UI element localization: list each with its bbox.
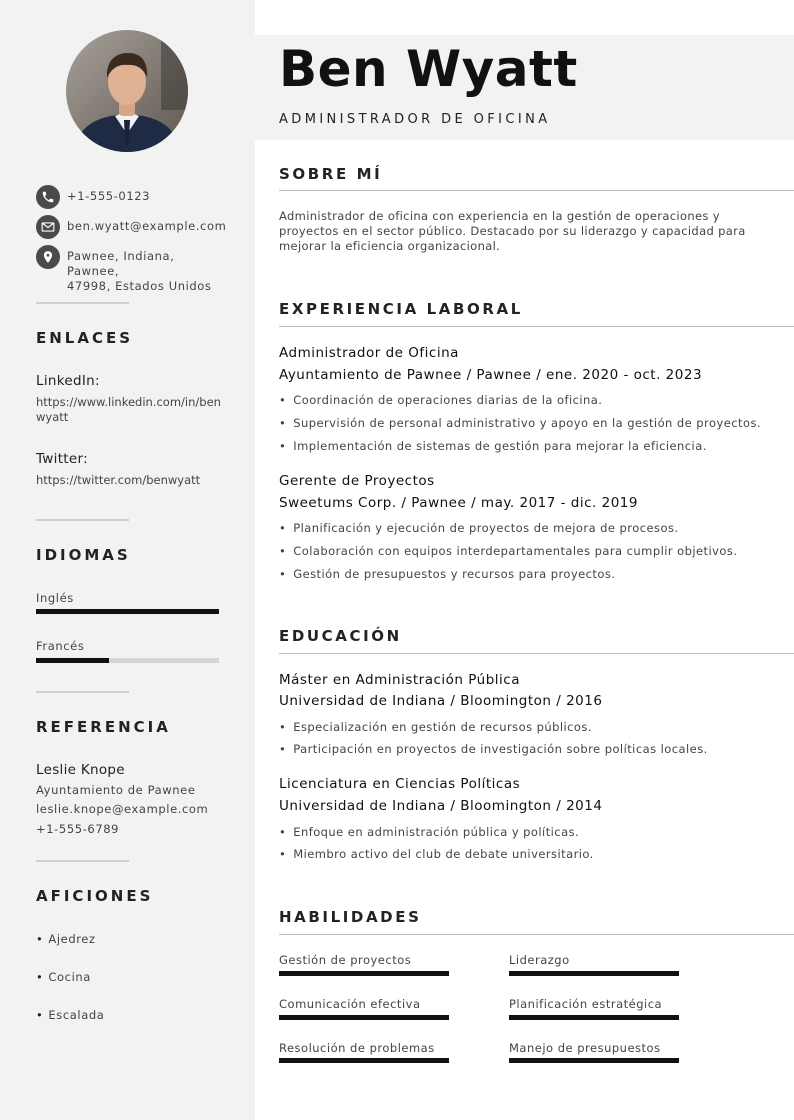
education-heading: EDUCACIÓN	[279, 627, 402, 645]
section-rule	[279, 190, 794, 191]
bullet: •	[279, 742, 287, 756]
links-heading: ENLACES	[36, 329, 134, 347]
bullet: •	[36, 932, 44, 946]
skill-level-bar	[509, 1015, 679, 1020]
language-level-bar	[36, 609, 219, 614]
sidebar-divider	[36, 691, 129, 693]
skill-name: Comunicación efectiva	[279, 997, 421, 1011]
sidebar-divider	[36, 860, 129, 862]
sidebar-divider	[36, 519, 129, 521]
job-bullet	[279, 416, 761, 430]
twitter-link[interactable]: https://twitter.com/benwyatt	[36, 473, 201, 487]
mail-icon	[36, 215, 60, 239]
bullet: •	[36, 1008, 44, 1022]
about-text: Administrador de oficina con experiencia en la gestión de operaciones y proyectos en el sector público. Destacado por su liderazgo y capacidad para mejorar la eficiencia organizacional.	[279, 209, 746, 253]
profile-photo	[66, 30, 188, 152]
bullet: •	[279, 720, 287, 734]
main-content	[255, 0, 794, 1120]
location-pin-icon	[36, 245, 60, 269]
skills-heading: HABILIDADES	[279, 908, 422, 926]
degree-school: Universidad de Indiana / Bloomington / 2016	[279, 693, 603, 709]
hobby-item	[36, 932, 96, 946]
job-org: Ayuntamiento de Pawnee / Pawnee / ene. 2020 - oct. 2023	[279, 367, 703, 383]
degree-title: Máster en Administración Pública	[279, 672, 520, 688]
skill-level-bar	[279, 1058, 449, 1063]
bullet-text: Participación en proyectos de investigación sobre políticas locales.	[293, 742, 708, 756]
job-bullet	[279, 567, 615, 581]
linkedin-link[interactable]: https://www.linkedin.com/in/benwyatt	[36, 395, 221, 424]
degree-bullet	[279, 742, 708, 756]
contact-phone	[36, 185, 227, 209]
about-heading: SOBRE MÍ	[279, 165, 383, 183]
address-line-2: 47998, Estados Unidos	[67, 279, 212, 293]
degree-bullet	[279, 825, 579, 839]
sidebar	[0, 0, 255, 1120]
language-name: Inglés	[36, 591, 74, 605]
bullet-text: Miembro activo del club de debate universitario.	[293, 847, 594, 861]
phone-icon	[36, 185, 60, 209]
degree-school: Universidad de Indiana / Bloomington / 2014	[279, 798, 603, 814]
bullet-text: Enfoque en administración pública y políticas.	[293, 825, 580, 839]
bullet: •	[279, 567, 287, 581]
job-bullet	[279, 521, 679, 535]
degree-bullet	[279, 847, 594, 861]
hobby-label: Escalada	[48, 1008, 105, 1022]
language-level-fill	[36, 658, 109, 663]
phone-text: +1-555-0123	[67, 189, 151, 203]
section-rule	[279, 934, 794, 935]
hobbies-heading: AFICIONES	[36, 887, 154, 905]
skill-level-bar	[279, 1015, 449, 1020]
section-rule	[279, 653, 794, 654]
experience-heading: EXPERIENCIA LABORAL	[279, 300, 523, 318]
twitter-label: Twitter:	[36, 451, 88, 467]
address-text	[67, 245, 227, 294]
contact-email	[36, 215, 227, 239]
reference-company: Ayuntamiento de Pawnee	[36, 783, 196, 797]
bullet: •	[279, 825, 287, 839]
bullet: •	[279, 439, 287, 453]
skill-level-bar	[509, 1058, 679, 1063]
skill-level-bar	[279, 971, 449, 976]
address-line-1: Pawnee, Indiana, Pawnee,	[67, 249, 175, 278]
sidebar-divider	[36, 302, 129, 304]
skill-name: Liderazgo	[509, 953, 570, 967]
skill-name: Gestión de proyectos	[279, 953, 412, 967]
hobby-item	[36, 1008, 104, 1022]
linkedin-label: LinkedIn:	[36, 373, 100, 389]
bullet-text: Coordinación de operaciones diarias de la oficina.	[293, 393, 603, 407]
hobby-item	[36, 970, 91, 984]
bullet-text: Supervisión de personal administrativo y apoyo en la gestión de proyectos.	[293, 416, 761, 430]
language-level-bar	[36, 658, 219, 663]
bullet: •	[36, 970, 44, 984]
job-org: Sweetums Corp. / Pawnee / may. 2017 - dic. 2019	[279, 495, 638, 511]
languages-heading: IDIOMAS	[36, 546, 131, 564]
hobby-label: Cocina	[48, 970, 91, 984]
job-title: ADMINISTRADOR DE OFICINA	[279, 112, 551, 127]
contact-address	[36, 245, 227, 294]
reference-email: leslie.knope@example.com	[36, 802, 209, 816]
job-bullet	[279, 544, 737, 558]
bullet: •	[279, 521, 287, 535]
skill-name: Planificación estratégica	[509, 997, 663, 1011]
language-level-fill	[36, 609, 219, 614]
job-bullet	[279, 393, 602, 407]
degree-title: Licenciatura en Ciencias Políticas	[279, 776, 521, 792]
email-text: ben.wyatt@example.com	[67, 219, 227, 233]
reference-heading: REFERENCIA	[36, 718, 171, 736]
full-name: Ben Wyatt	[279, 40, 578, 98]
section-rule	[279, 326, 794, 327]
reference-name: Leslie Knope	[36, 762, 125, 778]
reference-phone: +1-555-6789	[36, 822, 120, 836]
bullet-text: Planificación y ejecución de proyectos de mejora de procesos.	[293, 521, 679, 535]
skill-name: Resolución de problemas	[279, 1041, 435, 1055]
bullet-text: Gestión de presupuestos y recursos para proyectos.	[293, 567, 616, 581]
job-role: Gerente de Proyectos	[279, 473, 435, 489]
bullet: •	[279, 544, 287, 558]
bullet: •	[279, 847, 287, 861]
skill-level-bar	[509, 971, 679, 976]
hobby-label: Ajedrez	[48, 932, 96, 946]
bullet-text: Especialización en gestión de recursos públicos.	[293, 720, 592, 734]
language-name: Francés	[36, 639, 85, 653]
bullet-text: Implementación de sistemas de gestión para mejorar la eficiencia.	[293, 439, 707, 453]
bullet: •	[279, 393, 287, 407]
bullet-text: Colaboración con equipos interdepartamentales para cumplir objetivos.	[293, 544, 738, 558]
bullet: •	[279, 416, 287, 430]
degree-bullet	[279, 720, 592, 734]
job-bullet	[279, 439, 707, 453]
job-role: Administrador de Oficina	[279, 345, 459, 361]
skill-name: Manejo de presupuestos	[509, 1041, 661, 1055]
